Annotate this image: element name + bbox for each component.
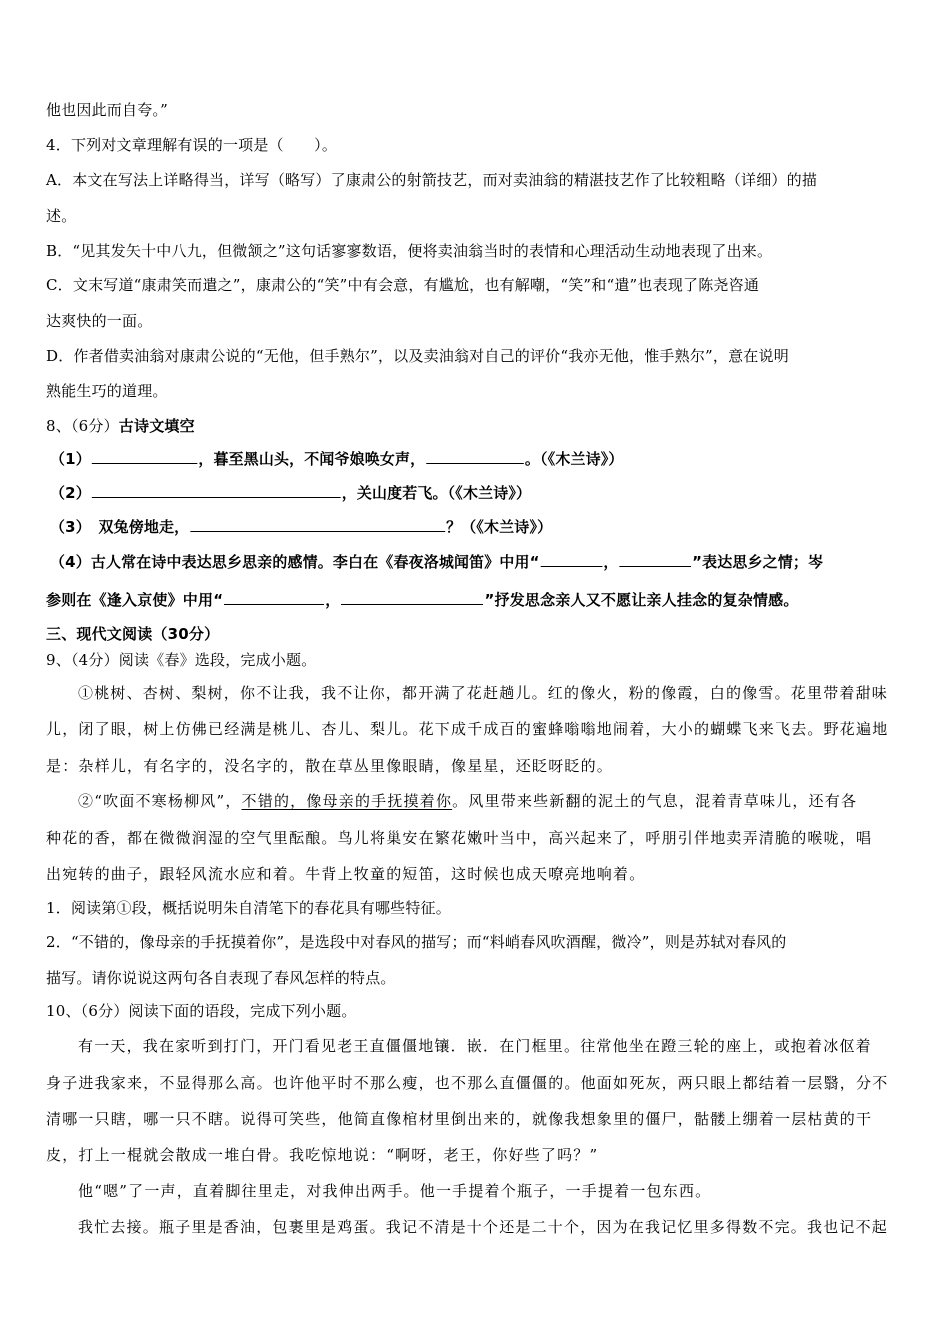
fill-item-1-text: ，暮至黑山头，不闻爷娘唤女声， — [198, 450, 426, 468]
fill-item-2-text: ，关山度若飞。（《木兰诗》） — [341, 484, 532, 502]
passage-paragraph-2-line: 出宛转的曲子，跟轻风流水应和着。牛背上牧童的短笛，这时候也成天嘹亮地响着。 — [46, 865, 646, 883]
answer-blank[interactable] — [92, 449, 198, 464]
fill-item-4-text-2: 参则在《逢入京使》中用“ — [46, 591, 224, 609]
option-a-cont: 述。 — [46, 207, 77, 225]
answer-blank[interactable] — [341, 590, 483, 605]
fill-item-2-label: （2） — [50, 484, 91, 502]
fill-item-4-comma-2: ， — [325, 591, 341, 609]
fill-item-1 — [50, 449, 908, 469]
fill-item-4-text-3: ”抒发思念亲人又不愿让亲人挂念的复杂情感。 — [484, 591, 799, 609]
answer-blank[interactable] — [190, 517, 445, 532]
passage-text: ②“吹面不寒杨柳风”， — [78, 792, 242, 810]
fill-item-2 — [50, 483, 908, 503]
passage-line: 皮，打上一棍就会散成一堆白骨。我吃惊地说：“啊呀，老王，你好些了吗？” — [46, 1146, 599, 1164]
text-line: 他也因此而自夸。” — [46, 101, 168, 119]
option-c-cont: 达爽快的一面。 — [46, 312, 153, 330]
passage-paragraph-1-line: 儿，闭了眼，树上仿佛已经满是桃儿、杏儿、梨儿。花下成千成百的蜜蜂嗡嗡地闹着，大小的蝴蝶飞来飞去。野花遍地 — [46, 720, 889, 738]
answer-blank[interactable] — [426, 449, 524, 464]
question-8-title: 古诗文填空 — [118, 417, 195, 435]
fill-item-4-cont — [46, 590, 908, 610]
fill-item-3 — [50, 517, 908, 537]
question-9-intro: 9、（4分）阅读《春》选段，完成小题。 — [46, 651, 317, 669]
answer-blank[interactable] — [619, 552, 691, 567]
passage-paragraph: 我忙去接。瓶子里是香油，包裹里是鸡蛋。我记不清是十个还是二十个，因为在我记忆里多得数不完。我也记不起 — [78, 1218, 889, 1236]
fill-item-4 — [50, 552, 908, 572]
question-4: 4．下列对文章理解有误的一项是（ ）。 — [46, 136, 338, 154]
passage-paragraph: 他“嗯”了一声，直着脚往里走，对我伸出两手。他一手提着个瓶子，一手提着一包东西。 — [78, 1182, 712, 1200]
fill-item-4-text: （4）古人常在诗中表达思乡思亲的感情。李白在《春夜洛城闻笛》中用“ — [50, 553, 540, 571]
option-c: C．文末写道“康肃笑而遣之”，康肃公的“笑”中有会意，有尴尬，也有解嘲，“笑”和“遣”也表现了陈尧咨通 — [46, 276, 760, 294]
section-3-heading: 三、现代文阅读（30分） — [46, 625, 220, 643]
passage-paragraph: 有一天，我在家听到打门，开门看见老王直僵僵地镶．嵌．在门框里。往常他坐在蹬三轮的座上，或抱着冰伛着 — [78, 1037, 872, 1055]
question-8-number: 8、（6分） — [46, 417, 119, 435]
question-10-intro: 10、（6分）阅读下面的语段，完成下列小题。 — [46, 1002, 357, 1020]
passage-line: 清哪一只瞎，哪一只不瞎。说得可笑些，他简直像棺材里倒出来的，就像我想象里的僵尸，骷髅上绷着一层枯黄的干 — [46, 1110, 873, 1128]
passage-paragraph-2 — [78, 791, 908, 811]
fill-item-1-source: 。（《木兰诗》） — [524, 450, 624, 468]
option-d-cont: 熟能生巧的道理。 — [46, 382, 168, 400]
answer-blank[interactable] — [224, 590, 324, 605]
fill-item-4-text-end: ”表达思乡之情；岑 — [692, 553, 824, 571]
underlined-sentence: 不错的，像母亲的手抚摸着你 — [241, 792, 453, 810]
answer-blank[interactable] — [541, 552, 603, 567]
option-b: B．“见其发矢十中八九，但微颔之”这句话寥寥数语，便将卖油翁当时的表情和心理活动生动地表现了出来。 — [46, 242, 773, 260]
subquestion-2: 2．“不错的，像母亲的手抚摸着你”，是选段中对春风的描写；而“料峭春风吹酒醒，微冷”，则是苏轼对春风的 — [46, 933, 787, 951]
passage-paragraph-1: ①桃树、杏树、梨树，你不让我，我不让你，都开满了花赶趟儿。红的像火，粉的像霞，白的像雪。花里带着甜味 — [78, 684, 889, 702]
subquestion-2-cont: 描写。请你说说这两句各自表现了春风怎样的特点。 — [46, 969, 396, 987]
answer-blank[interactable] — [92, 483, 341, 498]
passage-text: 。风里带来些新翻的泥土的气息，混着青草味儿，还有各 — [452, 792, 858, 810]
fill-item-4-comma: ， — [603, 553, 619, 571]
fill-item-3-text: （3） 双兔傍地走， — [50, 518, 190, 536]
option-d: D．作者借卖油翁对康肃公说的“无他，但手熟尔”，以及卖油翁对自己的评价“我亦无他，惟手熟尔”，意在说明 — [46, 347, 789, 365]
option-a: A．本文在写法上详略得当，详写（略写）了康肃公的射箭技艺，而对卖油翁的精湛技艺作了比较粗略（详细）的描 — [46, 171, 818, 189]
fill-item-1-label: （1） — [50, 450, 91, 468]
subquestion-1: 1．阅读第①段，概括说明朱自清笔下的春花具有哪些特征。 — [46, 899, 451, 917]
question-8-header — [46, 416, 908, 436]
passage-paragraph-1-line: 是：杂样儿，有名字的，没名字的，散在草丛里像眼睛，像星星，还眨呀眨的。 — [46, 757, 614, 775]
fill-item-3-source: ？（《木兰诗》） — [446, 518, 553, 536]
passage-paragraph-2-line: 种花的香，都在微微润湿的空气里酝酿。鸟儿将巢安在繁花嫩叶当中，高兴起来了，呼朋引伴地卖弄清脆的喉咙，唱 — [46, 829, 873, 847]
passage-line: 身子进我家来，不显得那么高。也许他平时不那么瘦，也不那么直僵僵的。他面如死灰，两只眼上都结着一层翳，分不 — [46, 1074, 889, 1092]
